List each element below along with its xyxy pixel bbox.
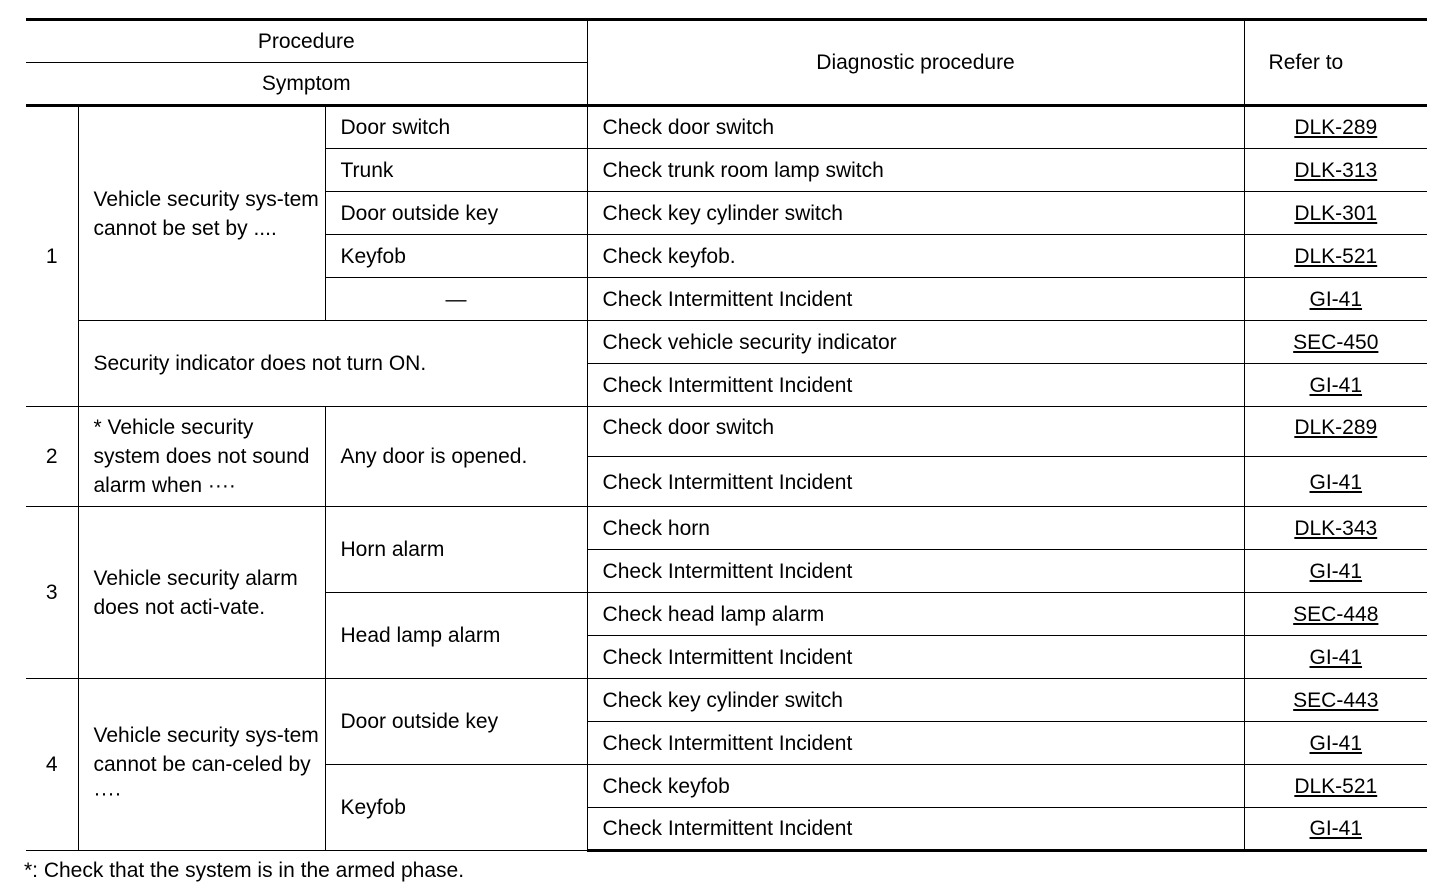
reference-cell [1244,321,1427,364]
diagnostic-cell: Check horn [587,507,1244,550]
reference-link[interactable]: GI-41 [1309,287,1363,311]
symptom-cell: Security indicator does not turn ON. [78,321,587,407]
diagnostic-cell: Check Intermittent Incident [587,364,1244,407]
symptom-cell: Vehicle security sys-tem cannot be set by .... [78,106,325,321]
row-number: 4 [26,679,78,851]
reference-link[interactable]: DLK-301 [1294,201,1378,225]
diagnostic-cell: Check Intermittent Incident [587,278,1244,321]
reference-link[interactable]: DLK-313 [1294,158,1378,182]
diagnostic-cell: Check keyfob. [587,235,1244,278]
reference-link[interactable]: GI-41 [1309,559,1363,583]
row-number: 1 [26,106,78,407]
diagnostic-cell: Check Intermittent Incident [587,808,1244,851]
reference-cell [1244,550,1427,593]
diagnostic-cell: Check Intermittent Incident [587,550,1244,593]
reference-link[interactable]: DLK-289 [1294,416,1378,439]
diagnostic-cell: Check Intermittent Incident [587,636,1244,679]
reference-link[interactable]: GI-41 [1309,471,1363,494]
diagnostic-cell: Check trunk room lamp switch [587,149,1244,192]
reference-link[interactable]: DLK-343 [1294,516,1378,540]
symptom-cell: Vehicle security sys-tem cannot be can-celed by ···· [78,679,325,851]
reference-cell [1244,457,1427,507]
reference-cell [1244,407,1427,457]
reference-cell [1244,636,1427,679]
table-row [26,321,1427,364]
reference-link[interactable]: GI-41 [1309,645,1363,669]
symptom-cell: * Vehicle security system does not sound alarm when ···· [78,407,325,507]
reference-link[interactable]: DLK-289 [1294,116,1378,139]
reference-cell [1244,149,1427,192]
sub-symptom-cell: Keyfob [325,235,587,278]
reference-cell [1244,278,1427,321]
table-row [26,507,1427,550]
diagnostic-cell: Check vehicle security indicator [587,321,1244,364]
symptom-table-container [26,18,1427,852]
header-symptom: Symptom [26,63,587,106]
reference-link[interactable]: SEC-450 [1293,330,1379,354]
diagnostic-cell: Check keyfob [587,765,1244,808]
reference-link[interactable]: SEC-443 [1293,688,1379,712]
diagnostic-cell: Check Intermittent Incident [587,457,1244,507]
diagnostic-cell: Check head lamp alarm [587,593,1244,636]
sub-symptom-cell: Door switch [325,106,587,149]
footnote: *: Check that the system is in the armed phase. [24,859,465,882]
header-diagnostic-procedure: Diagnostic procedure [587,20,1244,106]
diagnostic-cell: Check door switch [587,407,1244,457]
reference-link[interactable]: GI-41 [1309,817,1363,840]
row-number: 2 [26,407,78,507]
sub-symptom-cell: Horn alarm [325,507,587,593]
diagnostic-cell: Check key cylinder switch [587,679,1244,722]
table-row [26,407,1427,457]
reference-cell [1244,235,1427,278]
diagnostic-cell: Check door switch [587,106,1244,149]
reference-cell [1244,192,1427,235]
row-number: 3 [26,507,78,679]
reference-link[interactable]: DLK-521 [1294,244,1378,268]
reference-cell [1244,507,1427,550]
reference-cell [1244,808,1427,851]
reference-cell [1244,593,1427,636]
reference-link[interactable]: DLK-521 [1294,774,1378,798]
symptom-diagnosis-table [26,18,1427,852]
reference-cell [1244,722,1427,765]
diagnostic-cell: Check key cylinder switch [587,192,1244,235]
diagnostic-cell: Check Intermittent Incident [587,722,1244,765]
sub-symptom-cell: Door outside key [325,192,587,235]
symptom-cell: Vehicle security alarm does not acti-vate. [78,507,325,679]
table-row [26,679,1427,722]
header-procedure: Procedure [26,20,587,63]
sub-symptom-cell: Door outside key [325,679,587,765]
reference-cell [1244,106,1427,149]
header-refer-to: Refer to [1244,20,1427,106]
reference-cell [1244,679,1427,722]
sub-symptom-cell: — [325,278,587,321]
reference-link[interactable]: GI-41 [1309,373,1363,397]
sub-symptom-cell: Head lamp alarm [325,593,587,679]
table-row [26,106,1427,149]
sub-symptom-cell: Keyfob [325,765,587,851]
reference-link[interactable]: SEC-448 [1293,602,1379,626]
sub-symptom-cell: Any door is opened. [325,407,587,507]
sub-symptom-cell: Trunk [325,149,587,192]
reference-cell [1244,364,1427,407]
reference-link[interactable]: GI-41 [1309,731,1363,755]
reference-cell [1244,765,1427,808]
